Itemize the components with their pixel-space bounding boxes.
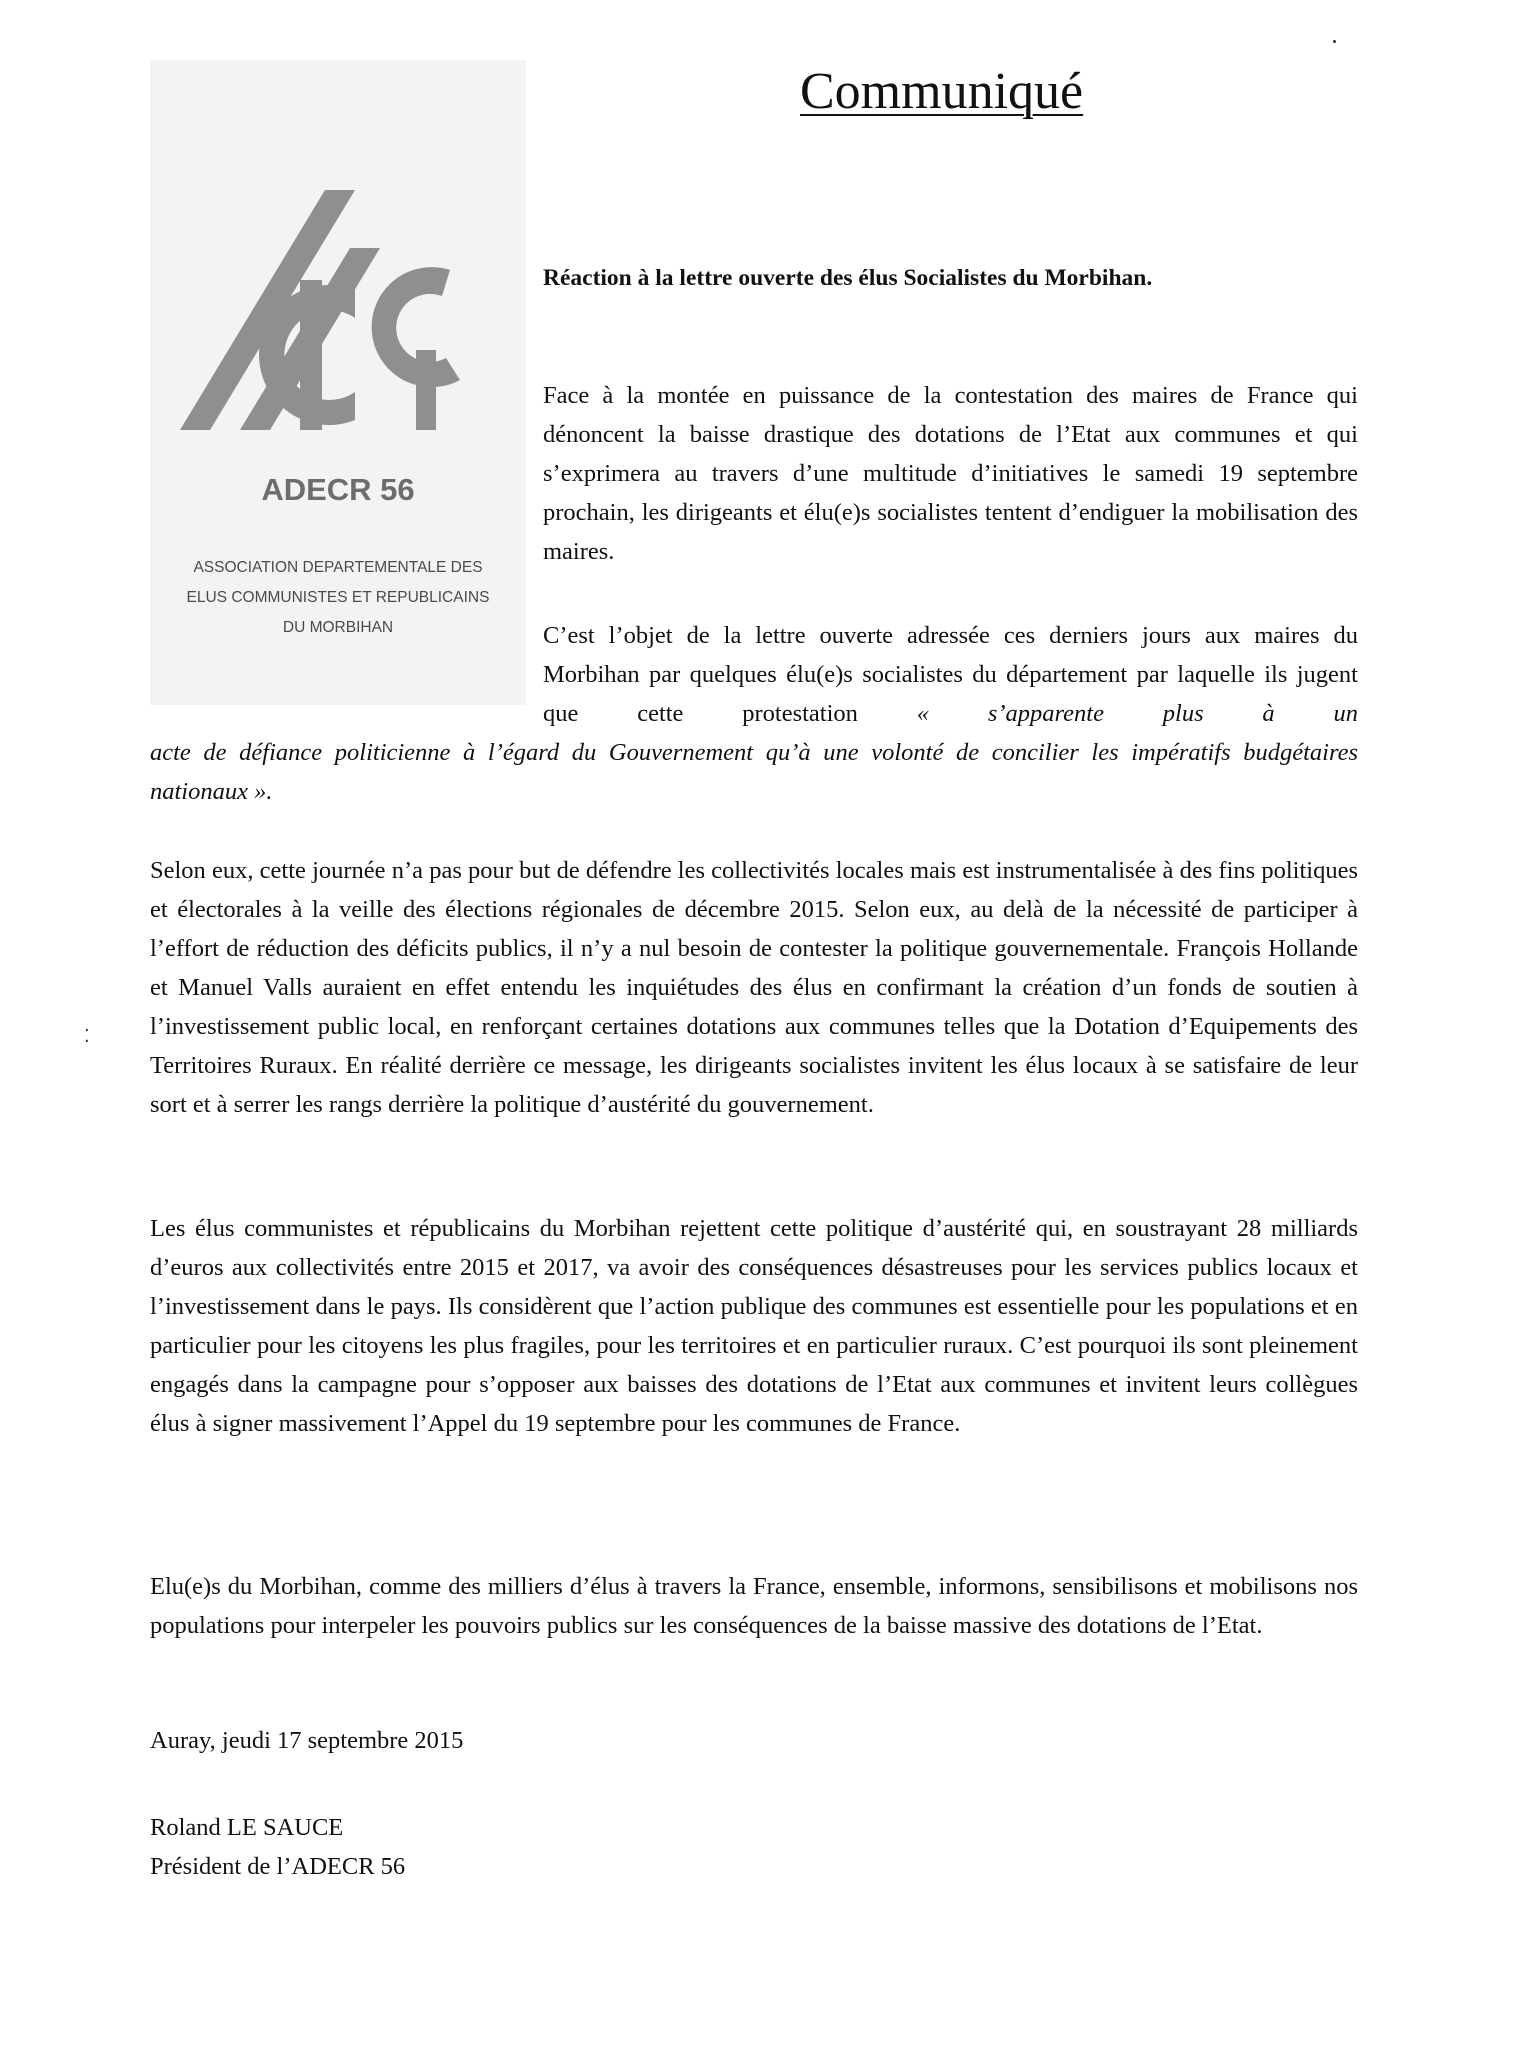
logo-acronym: ADECR 56 [261,472,415,507]
paragraph-2-bottom [150,733,1358,811]
paragraph-5: Elu(e)s du Morbihan, comme des milliers d’élus à travers la France, ensemble, informons, sensibilisons et mobilisons nos populations pour interpeler les pouvoirs publics sur les conséquences de la baisse massive des dotations de l’Etat. [150,1573,1358,1639]
signer-role: Président de l’ADECR 56 [150,1853,406,1880]
paragraph-2-quote-end: acte de défiance politicienne à l’égard du Gouvernement qu’à une volonté de concilier les impératifs budgétaires nationaux ». [150,739,1358,805]
scan-speck [1333,40,1336,43]
adecr-logo [150,60,526,705]
signer-name: Roland LE SAUCE [150,1814,344,1841]
document-title: Communiqué [800,63,1084,120]
paragraph-2-top [543,616,1358,733]
adecr-logo-mark [180,170,500,440]
paragraph-1: Face à la montée en puissance de la contestation des maires de France qui dénoncent la baisse drastique des dotations de l’Etat aux communes et qui s’exprimera au travers d’une multitude d’initiatives le samedi 19 septembre prochain, les dirigeants et élu(e)s socialistes tentent d’endiguer la mobilisation des maires. [543,382,1358,565]
place-and-date: Auray, jeudi 17 septembre 2015 [150,1727,464,1754]
signature-block [150,1808,405,1886]
logo-organization-name: ASSOCIATION DEPARTEMENTALE DES ELUS COMMUNISTES ET REPUBLICAINS DU MORBIHAN [186,559,490,636]
paragraph-4: Les élus communistes et républicains du Morbihan rejettent cette politique d’austérité qui, en soustrayant 28 milliards d’euros aux collectivités entre 2015 et 2017, va avoir des conséquences désastreuses pour les services publics locaux et l’investissement dans le pays. Ils considèrent que l’action publique des communes est essentielle pour les populations et en particulier pour les citoyens les plus fragiles, pour les territoires et en particulier ruraux. C’est pourquoi ils sont pleinement engagés dans la campagne pour s’opposer aux baisses des dotations de l’Etat aux communes et invitent leurs collègues élus à signer massivement l’Appel du 19 septembre pour les communes de France. [150,1215,1358,1437]
paragraph-3: Selon eux, cette journée n’a pas pour but de défendre les collectivités locales mais est instrumentalisée à des fins politiques et électorales à la veille des élections régionales de décembre 2015. Selon eux, au delà de la nécessité de participer à l’effort de réduction des déficits publics, il n’y a nul besoin de contester la politique gouvernementale. François Hollande et Manuel Valls auraient en effet entendu les inquiétudes des élus en confirmant la création d’un fonds de soutien à l’investissement public local, en renforçant certaines dotations aux communes telles que la Dotation d’Equipements des Territoires Ruraux. En réalité derrière ce message, les dirigeants socialistes invitent les élus locaux à se satisfaire de leur sort et à serrer les rangs derrière la politique d’austérité du gouvernement. [150,857,1358,1118]
document-subtitle: Réaction à la lettre ouverte des élus Socialistes du Morbihan. [543,265,1153,291]
paragraph-2-text: C’est l’objet de la lettre ouverte adressée ces derniers jours aux maires du Morbihan par quelques élu(e)s socialistes du département par laquelle ils jugent que cette protestation [543,622,1358,727]
margin-mark: ⁚ [84,1026,90,1046]
paragraph-2-quote-start: « s’apparente plus à un [916,700,1359,727]
